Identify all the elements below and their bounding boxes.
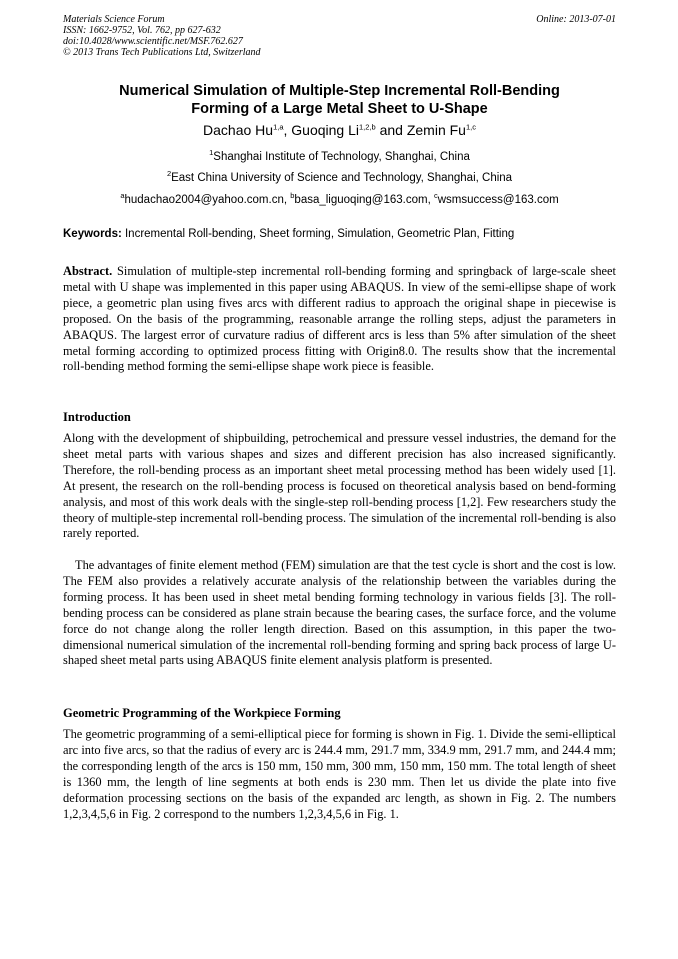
author-name: Dachao Hu: [203, 122, 274, 138]
abstract-text: Simulation of multiple-step incremental roll-bending forming and springback of large-scale sheet metal with U shape was implemented in this paper using ABAQUS. In view of the semi-ellipse shape of work piece, a geometric plan using fives arcs with different radius to approach the original shape in piecewise is proposed. On the basis of the programming, reasonable arrange the rolling steps, adjust the parameters in ABAQUS. The largest error of curvature radius of different arcs is less than 5% after simulation of the sheet metal forming according to optimized process fitting with Origin8.0. The results show that the incremental roll-bending method forming the semi-ellipse shape work piece is feasible.: [63, 264, 616, 374]
intro-paragraph-1: Along with the development of shipbuilding, petrochemical and pressure vessel industries, the demand for the sheet metal parts with various shapes and sizes and different precision has also increased significantly. Therefore, the roll-bending process as an important sheet metal processing method has been widely used [1]. At present, the research on the roll-bending process is focused on theoretical analysis based on bend-forming analysis, and most of this work deals with the single-step roll-bending process [1,2]. Few researchers study the theory of multiple-step incremental roll-bending process. The simulation of the incremental roll-bending is also rarely reported.: [63, 431, 616, 541]
email-address: hudachao2004@yahoo.com.cn,: [124, 194, 291, 206]
copyright-line: © 2013 Trans Tech Publications Ltd, Switzerland: [63, 47, 261, 58]
affiliation-mark: 1: [209, 148, 214, 158]
email-mark: b: [290, 191, 295, 201]
abstract-label: Abstract.: [63, 264, 113, 278]
email-address: basa_liguoqing@163.com,: [294, 194, 434, 206]
online-date: Online: 2013-07-01: [536, 14, 616, 25]
affiliation-text: East China University of Science and Technology, Shanghai, China: [171, 172, 513, 184]
email-mark: c: [433, 191, 438, 201]
keywords-label: Keywords:: [63, 228, 122, 240]
journal-name: Materials Science Forum: [63, 14, 165, 25]
title-line-1: Numerical Simulation of Multiple-Step Incremental Roll-Bending: [119, 83, 560, 99]
author-affiliation-mark: 1,a: [273, 122, 284, 132]
intro-paragraph-2: The advantages of finite element method (FEM) simulation are that the test cycle is short and the cost is low. The FEM also provides a relatively accurate analysis of the relationship between the variables during the forming process. It has been used in sheet metal bending forming technology in various fields [3]. The roll-bending process can be considered as plane strain because the bearing cases, the surface force, and the volume force do not change along the roller length direction. Based on this assumption, in this paper the two-dimensional numerical simulation of the incremental roll-bending forming and spring back process of large U-shaped sheet metal parts using ABAQUS finite element analysis platform is presented.: [63, 558, 616, 668]
abstract: [63, 264, 616, 375]
affiliation-2: [63, 171, 616, 185]
author-name: Zemin Fu: [406, 122, 466, 138]
affiliation-1: [63, 150, 616, 164]
email-address: wsmsuccess@163.com: [437, 194, 559, 206]
doi-line: doi:10.4028/www.scientific.net/MSF.762.627: [63, 36, 243, 47]
author-affiliation-mark: 1,2,b: [359, 122, 376, 132]
keywords: [63, 227, 616, 241]
journal-header: [63, 14, 616, 58]
issn-line: ISSN: 1662-9752, Vol. 762, pp 627-632: [63, 25, 221, 36]
geometric-paragraph-1: The geometric programming of a semi-elliptical piece for forming is shown in Fig. 1. Divide the semi-elliptical arc into five arcs, so that the radius of every arc is 244.4 mm, 291.7 mm, 334.9 mm, 291.7 mm, and 244.4 mm; the corresponding length of the arcs is 150 mm, 150 mm, 300 mm, 150 mm, 150 mm. The total length of sheet is 1360 mm, the length of line segments at both ends is 230 mm. Then let us divide the plate into five deformation processing sections on the basis of the expanded arc length, as shown in Fig. 2. The numbers 1,2,3,4,5,6 in Fig. 2 correspond to the numbers 1,2,3,4,5,6 in Fig. 1.: [63, 727, 616, 821]
email-line: [63, 193, 616, 207]
title-line-2: Forming of a Large Metal Sheet to U-Shape: [191, 101, 488, 117]
author-separator: and: [375, 122, 407, 138]
keywords-text: Incremental Roll-bending, Sheet forming, Simulation, Geometric Plan, Fitting: [121, 228, 515, 240]
affiliation-text: Shanghai Institute of Technology, Shanghai, China: [213, 151, 470, 163]
paper-title: [63, 82, 616, 118]
author-separator: ,: [283, 122, 292, 138]
author-name: Guoqing Li: [291, 122, 359, 138]
email-mark: a: [120, 191, 125, 201]
affiliation-mark: 2: [166, 169, 172, 179]
author-affiliation-mark: 1,c: [465, 122, 476, 132]
author-list: [63, 121, 616, 139]
section-heading-geometric-programming: Geometric Programming of the Workpiece Forming: [63, 706, 341, 720]
section-heading-introduction: Introduction: [63, 410, 131, 424]
